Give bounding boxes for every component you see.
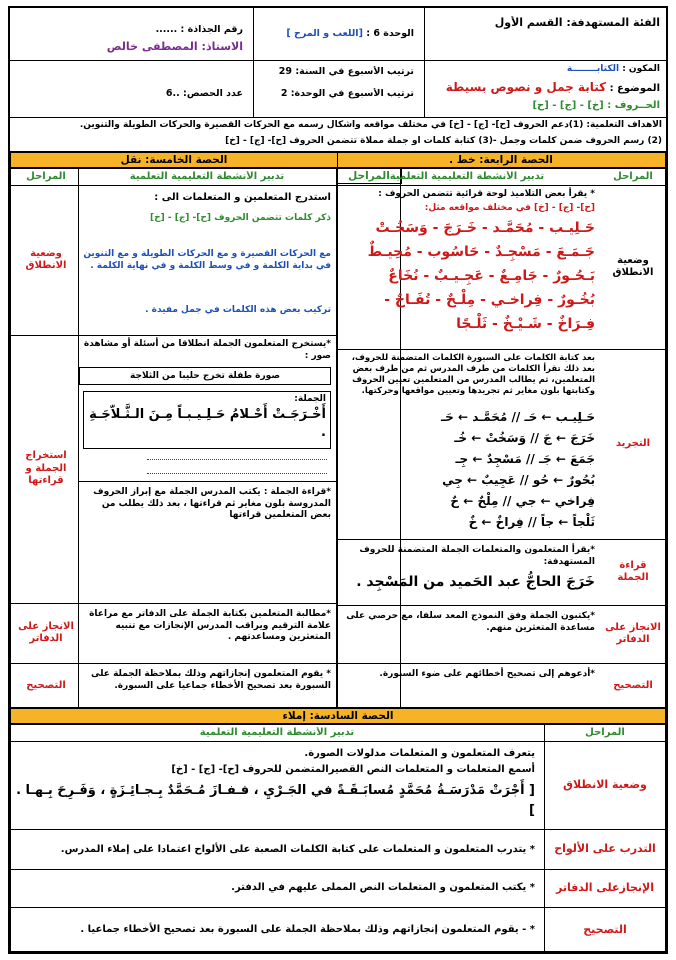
letters: [532, 100, 660, 111]
s5-notebook-text: *مطالبة المتعلمين بكتابة الجملة على الدفاتر مع مراعاة علامة الترقيم ويراقب المدرس الإنجازات مع تنبيه المتعثرين ومساعدتهم .: [89, 609, 331, 643]
s5-correction-text: * يقوم المتعلمون إنجازاتهم وذلك بملاحظة الجملة على السبورة بعد تصحيح الأخطاء جماعيا على السبورة.: [91, 669, 331, 691]
s6-launch-item-1: أسمع المتعلمات و المتعلمات النص القصيرالمتضمن للحروف [ح]- [ج] - [خ]: [171, 764, 535, 775]
session5-title: الحصة الخامسة: نقل: [10, 152, 338, 168]
s5-sentence-box: [83, 391, 331, 449]
objective-line-2: (2) رسم الحروف ضمن كلمات وجمل -(3) كتابة كلمات أو جملة مملاة تتضمن الحروف [ح]- [ج] - [خ]: [225, 136, 662, 146]
component-value: الكتابــــــــة: [566, 64, 620, 74]
category-value: القسم الأول: [494, 16, 563, 29]
s6-launch-label: وضعية الانطلاق: [563, 778, 647, 792]
s5-correction-label: التصحيح: [26, 679, 66, 691]
letters-value: [خ] - [ج] - [ح]: [532, 100, 604, 111]
s4-col-stages: المراحل: [336, 168, 402, 184]
s4-correction-label: التصحيح: [613, 679, 653, 691]
s5-launch-item-2: تركيب بعض هذه الكلمات في جمل مفيدة .: [145, 305, 331, 315]
s4-stages-header: المراحل: [613, 171, 653, 182]
s4-abs-row-5: ثَلْجاً ← جاً // فِراخٌ ← خٌ: [468, 515, 595, 529]
component: [567, 64, 660, 74]
s6-launch-item-0: يتعرف المتعلمون و المتعلمات مدلولات الصورة.: [304, 748, 535, 759]
s4-sentence-intro: *يقرأ المتعلمون والمتعلمات الجملة المتضمنة للحروف المستهدفة:: [359, 545, 595, 567]
s5-sentence-label: الجملة:: [294, 394, 326, 404]
component-label: المكون :: [622, 64, 660, 74]
s4-correction-text: *أدعوهم إلى تصحيح أخطائهم على ضوء السبورة.: [379, 669, 595, 679]
week-unit: ترتيب الأسبوع في الوحدة: 2: [280, 88, 414, 99]
s4-notebook-text: *يكتبون الجملة وفق النموذج المعد سلفا، مع حرصي على مساعدة المتعثرين منهم.: [346, 611, 595, 633]
s4-abs-row-4: فِراخي ← جي // مِلْحٌ ← حٌ: [450, 494, 595, 508]
s4-launch-label: وضعية الانطلاق: [612, 254, 654, 278]
s4-sentence-text: خَرَجَ الحاجُّ عبد الحَميد من المَسْجِد .: [356, 574, 595, 590]
session4-title: الحصة الرابعة: خط .: [336, 152, 666, 168]
teacher-label: الاستاذ:: [201, 40, 243, 53]
s4-word-line-2: بَـحُـورٌ - جَامِـعٌ - عَجِـيـبٌ - نُخَاعٌ: [388, 268, 595, 284]
s4-word-line-4: فِـرَاخٌ - شَـيْـخٌ - ثَلْـجًا: [456, 316, 595, 332]
s5-image-caption: صورة طفلة تخرج حليبا من الثلاجة: [79, 367, 331, 385]
s6-dictation-text: [ أَجْرَتْ مَدْرَسَـةُ مُحَمَّدٍ مُسابَـقَـةً في الجَـرْيِ ، فـفـازَ مُـحَمَّدٌ بِـجـائِـزَةٍ ، وَفَـرِحَ بِـهـا . ]: [16, 783, 535, 818]
s6-board-label: التدرب على الألواح: [554, 842, 656, 856]
s6-correction-text: * - يقوم المتعلمون إنجازاتهم وذلك بملاحظة الجملة على السبورة بعد تصحيح الأخطاء جماعيا .: [80, 924, 535, 935]
s6-correction-label: التصحيح: [583, 923, 627, 937]
s4-abstraction-label: التجريد: [615, 437, 651, 449]
session6-title: الحصة السادسة: إملاء: [10, 708, 666, 724]
week-year: ترتيب الأسبوع في السنة: 29: [278, 66, 414, 77]
session6-table: [10, 724, 666, 952]
s4-word-line-3: بُخُـورٌ - فِراخـي - مِلْـحٌ - تُفَـاحٌ -: [384, 292, 595, 308]
s4-word-line-1: جَـمَـعَ - مَسْجِـدٌ - حَاسُوب - مُحِيـطٌ: [367, 244, 595, 260]
s5-launch-label: وضعية الانطلاق: [25, 247, 67, 271]
session4-table: [336, 168, 666, 708]
s4-word-line-0: حَـلِيـب - مُحَمَّـد - خَـرَجَ - وَسَخُـتْ: [375, 220, 595, 236]
objective-line-1: الأهداف التعلمية: (1)دعم الحروف [ح]- [ج] - [خ] في مختلف مواقعه وأشكال رسمه مع الحركات القصيرة والحركات الطويلة والتنوين.: [79, 120, 662, 130]
s4-abs-row-0: حَـلِيـب ← حَـ // مُحَمَّـد ← حَـ: [441, 410, 595, 424]
subject-label: الموضوع :: [609, 83, 660, 94]
sheet-number: رقم الجذاذة : ......: [155, 24, 243, 35]
s5-activities-header: تدبير الأنشطة التعليمية التعلمية: [129, 171, 285, 182]
teacher-name: المصطفى خالص: [106, 40, 198, 53]
session5-table: [10, 168, 338, 708]
s4-launch-letters-text: [ح]- [ج] - [خ] في مختلف مواقعه مثل:: [424, 203, 595, 213]
subject-value: كتابة جمل و نصوص بسيطة: [445, 80, 607, 94]
s4-abs-row-2: جَمَعَ ← جَـ // مَسْجِدٌ ← جِـ: [455, 452, 595, 466]
sessions-count: عدد الحصص: ..6: [165, 88, 243, 99]
category-label: الفئة المستهدفة:: [566, 16, 660, 29]
unit-value: [اللعب و المرح ]: [286, 28, 363, 39]
s5-stages-header: المراحل: [26, 171, 66, 182]
letters-label: الحــروف :: [607, 100, 660, 111]
s5-notebook-label: الانجاز على الدفاتر: [18, 620, 74, 644]
s6-board-text: * يتدرب المتعلمون و المتعلمات على كتابة الكلمات الصعبة على الألواح اعتمادا على إملاء المدرس.: [60, 844, 535, 855]
s5-launch-item-0: ذكر كلمات تتضمن الحروف [ح]- [ج] - [خ]: [149, 213, 331, 223]
s5-extract-text: *يستخرج المتعلمون الجملة انطلاقا من أسئلة أو مشاهدة صور :: [83, 339, 331, 361]
unit-label: الوحدة 6 :: [366, 28, 414, 39]
s4-notebook-label: الانجاز على الدفاتر: [605, 621, 661, 645]
s4-activities-header: تدبير الأنشطة التعليمية التعلمية: [389, 171, 545, 182]
s5-sentence-text: أَخْـرَجَـتْ أَحْـلامُ حَـلِـيـبـاً مِـنَ الـثَّـلاّجَـةِ .: [89, 407, 326, 440]
s5-sentence-read: *قراءة الجملة : يكتب المدرس الجملة مع إبراز الحروف المدروسة بلون مغاير ثم قراءتها ، بعد ذلك يطلب من بعض المتعلمين قراءتها: [93, 487, 331, 521]
category: [495, 16, 660, 29]
s5-launch-intro: استدرج المتعلمين و المتعلمات الى :: [154, 192, 331, 203]
s4-launch-intro: * يقرأ بعض التلاميذ لوحة قرائية تتضمن الحروف :: [378, 189, 595, 199]
s6-notebook-text: * يكتب المتعلمون و المتعلمات النص المملى عليهم في الدفتر.: [231, 882, 535, 893]
s6-stages-header: المراحل: [585, 727, 625, 738]
s6-activities-header: تدبير الأنشطة التعليمية التعلمية: [199, 727, 355, 738]
s4-abs-row-1: خَرَجَ ← جَ // وَسَخُتْ ← خُـ: [454, 431, 595, 445]
s5-extract-label: استخراج الجملة و قراءتها: [25, 450, 67, 487]
unit: [286, 28, 414, 39]
subject: [446, 80, 660, 94]
s4-abstraction-text: بعد كتابة الكلمات على السبورة الكلمات المتضمنة للحروف، بعد ذلك تقرأ الكلمات من طرف المدرس ثم من طرف بعض المتعلمين، ثم يطالب المدرس من المتعلمين تعيين الحروف وكتابتها بلون مغاير ثم تجريدها وتعيين مواقعها وحركتها.: [351, 353, 595, 397]
teacher: [107, 40, 243, 53]
lesson-sheet: [8, 6, 668, 954]
s6-notebook-label: الإنجازعلى الدفاتر: [556, 881, 655, 895]
s5-launch-item-1: مع الحركات القصيرة و مع الحركات الطويلة و مع التنوين في بداية الكلمة و في وسط الكلمة و في نهاية الكلمة .: [83, 249, 331, 271]
s4-launch-letters: [339, 203, 595, 215]
header-block: [10, 8, 666, 118]
s4-abs-row-3: بُحُورٌ ← حُو // عَجِيبٌ ← جِي: [442, 473, 595, 487]
objectives: [10, 118, 666, 152]
s4-sentence-label: قراءة الجملة: [617, 559, 649, 583]
